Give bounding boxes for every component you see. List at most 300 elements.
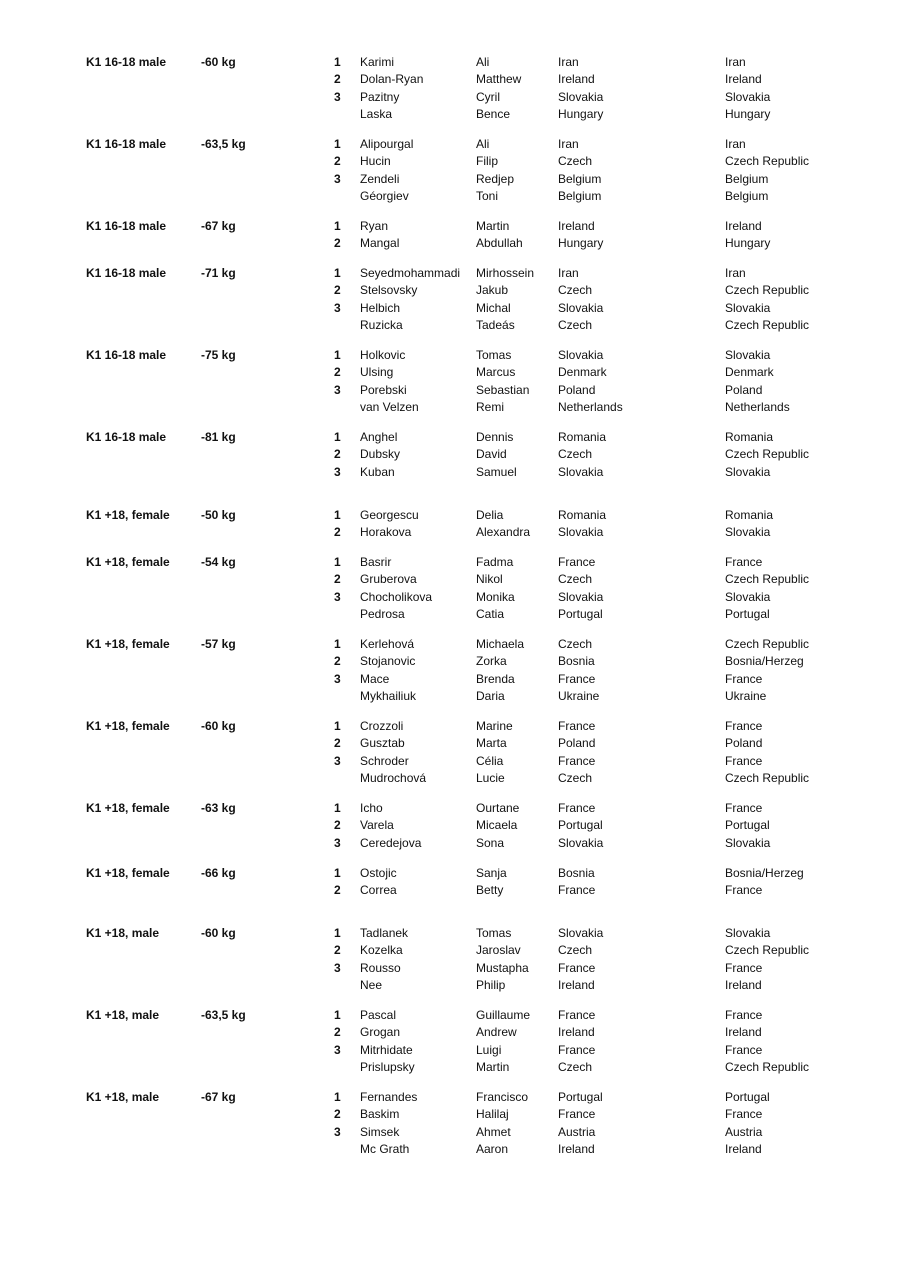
club-cell: Iran [558, 55, 579, 69]
country-cell: Romania [725, 430, 774, 444]
club-cell: Slovakia [558, 464, 604, 479]
first-cell: Tomas [476, 348, 512, 362]
last-cell: Varela [360, 818, 394, 833]
table-row [0, 1008, 900, 1025]
weight-class-label: -60 kg [201, 719, 236, 733]
category-label: K1 16-18 male [86, 55, 167, 69]
place-cell: 1 [334, 430, 341, 444]
first-cell: Bence [476, 106, 511, 121]
country-cell: Iran [725, 137, 746, 151]
category-label: K1 +18, male [86, 1008, 160, 1022]
category-label: K1 +18, female [86, 508, 170, 522]
weight-class-label: -63,5 kg [201, 1008, 246, 1022]
last-cell: Ruzicka [360, 317, 403, 332]
first-cell: Monika [476, 589, 515, 604]
result-group [0, 55, 900, 124]
result-group [0, 430, 900, 482]
last-cell: Nee [360, 977, 383, 992]
last-cell: Georgescu [360, 508, 419, 522]
first-cell: Martin [476, 219, 510, 233]
club-cell: Ukraine [558, 688, 600, 703]
place-cell: 3 [334, 382, 341, 397]
club-cell: Czech [558, 943, 593, 958]
result-group [0, 508, 900, 543]
last-cell: Anghel [360, 430, 398, 444]
club-cell: Slovakia [558, 926, 604, 940]
first-cell: Marine [476, 719, 513, 733]
country-cell: Netherlands [725, 399, 790, 414]
place-cell: 1 [334, 1090, 341, 1104]
club-cell: France [558, 1107, 596, 1122]
last-cell: Icho [360, 801, 383, 815]
place-cell: 3 [334, 1042, 341, 1057]
table-row [0, 754, 900, 771]
last-cell: Grogan [360, 1025, 401, 1040]
result-group [0, 348, 900, 417]
country-cell: Denmark [725, 365, 774, 380]
country-cell: France [725, 801, 763, 815]
first-cell: Brenda [476, 671, 515, 686]
first-cell: Sanja [476, 866, 507, 880]
weight-class-label: -63,5 kg [201, 137, 246, 151]
table-row [0, 961, 900, 978]
country-cell: Portugal [725, 606, 770, 621]
country-cell: Czech Republic [725, 770, 810, 785]
country-cell: Slovakia [725, 300, 771, 315]
country-cell: Hungary [725, 106, 771, 121]
country-cell: Czech Republic [725, 637, 810, 651]
category-label: K1 +18, male [86, 926, 160, 940]
last-cell: Schroder [360, 753, 409, 768]
place-cell: 1 [334, 555, 341, 569]
last-cell: Holkovic [360, 348, 406, 362]
table-row [0, 637, 900, 654]
result-group [0, 137, 900, 206]
first-cell: Mustapha [476, 960, 529, 975]
last-cell: Dolan-Ryan [360, 72, 424, 87]
last-cell: Gusztab [360, 736, 405, 751]
first-cell: Aaron [476, 1141, 509, 1156]
table-row [0, 572, 900, 589]
club-cell: Ireland [558, 1141, 595, 1156]
table-row [0, 926, 900, 943]
weight-class-label: -60 kg [201, 55, 236, 69]
category-label: K1 16-18 male [86, 219, 167, 233]
table-row [0, 555, 900, 572]
country-cell: Czech Republic [725, 283, 810, 298]
last-cell: Ostojic [360, 866, 397, 880]
place-cell: 1 [334, 508, 341, 522]
table-row [0, 978, 900, 995]
country-cell: Slovakia [725, 926, 771, 940]
club-cell: France [558, 671, 596, 686]
last-cell: Zendeli [360, 171, 400, 186]
table-row [0, 654, 900, 671]
last-cell: Pascal [360, 1008, 397, 1022]
table-row [0, 172, 900, 189]
last-cell: Horakova [360, 525, 412, 540]
weight-class-label: -54 kg [201, 555, 236, 569]
club-cell: Romania [558, 430, 607, 444]
last-cell: Fernandes [360, 1090, 418, 1104]
country-cell: Czech Republic [725, 154, 810, 169]
result-group [0, 866, 900, 901]
table-row [0, 383, 900, 400]
last-cell: Gruberova [360, 572, 417, 587]
country-cell: Romania [725, 508, 774, 522]
table-row [0, 943, 900, 960]
last-cell: Mudrochová [360, 770, 427, 785]
place-cell: 1 [334, 137, 341, 151]
country-cell: Portugal [725, 818, 770, 833]
country-cell: Ukraine [725, 688, 767, 703]
first-cell: Delia [476, 508, 504, 522]
table-row [0, 348, 900, 365]
first-cell: Michal [476, 300, 511, 315]
weight-class-label: -75 kg [201, 348, 236, 362]
first-cell: Mirhossein [476, 266, 535, 280]
country-cell: Poland [725, 382, 763, 397]
country-cell: Ireland [725, 977, 762, 992]
table-row [0, 219, 900, 236]
country-cell: Poland [725, 736, 763, 751]
place-cell: 2 [334, 447, 341, 462]
first-cell: Filip [476, 154, 499, 169]
table-row [0, 1142, 900, 1159]
first-cell: Zorka [476, 654, 507, 669]
place-cell: 3 [334, 753, 341, 768]
club-cell: Czech [558, 154, 593, 169]
first-cell: Tomas [476, 926, 512, 940]
first-cell: Cyril [476, 89, 500, 104]
club-cell: Slovakia [558, 348, 604, 362]
first-cell: Fadma [476, 555, 514, 569]
table-row [0, 365, 900, 382]
table-row [0, 1107, 900, 1124]
result-group [0, 926, 900, 995]
last-cell: Mc Grath [360, 1141, 410, 1156]
country-cell: France [725, 1107, 763, 1122]
club-cell: Czech [558, 770, 593, 785]
table-row [0, 1025, 900, 1042]
club-cell: France [558, 719, 596, 733]
club-cell: Czech [558, 317, 593, 332]
first-cell: Marta [476, 736, 507, 751]
club-cell: Denmark [558, 365, 607, 380]
last-cell: Porebski [360, 382, 407, 397]
weight-class-label: -71 kg [201, 266, 236, 280]
country-cell: France [725, 753, 763, 768]
country-cell: Bosnia/Herzeg [725, 654, 804, 669]
first-cell: David [476, 447, 507, 462]
place-cell: 1 [334, 719, 341, 733]
first-cell: Ahmet [476, 1124, 511, 1139]
club-cell: Poland [558, 382, 596, 397]
table-row [0, 508, 900, 525]
country-cell: France [725, 671, 763, 686]
place-cell: 2 [334, 818, 341, 833]
last-cell: Stojanovic [360, 654, 416, 669]
first-cell: Nikol [476, 572, 503, 587]
club-cell: Belgium [558, 188, 602, 203]
place-cell: 3 [334, 835, 341, 850]
first-cell: Halilaj [476, 1107, 509, 1122]
country-cell: Czech Republic [725, 943, 810, 958]
table-row [0, 689, 900, 706]
country-cell: France [725, 960, 763, 975]
weight-class-label: -63 kg [201, 801, 236, 815]
club-cell: Netherlands [558, 399, 623, 414]
first-cell: Guillaume [476, 1008, 531, 1022]
last-cell: Crozzoli [360, 719, 404, 733]
place-cell: 3 [334, 589, 341, 604]
first-cell: Ali [476, 137, 490, 151]
table-row [0, 1125, 900, 1142]
table-row [0, 771, 900, 788]
last-cell: Pedrosa [360, 606, 405, 621]
country-cell: France [725, 555, 763, 569]
first-cell: Catia [476, 606, 505, 621]
club-cell: Belgium [558, 171, 602, 186]
first-cell: Samuel [476, 464, 517, 479]
result-group [0, 1090, 900, 1159]
first-cell: Sona [476, 835, 505, 850]
last-cell: van Velzen [360, 399, 419, 414]
last-cell: Prislupsky [360, 1059, 415, 1074]
last-cell: Kuban [360, 464, 395, 479]
country-cell: Slovakia [725, 348, 771, 362]
last-cell: Laska [360, 106, 393, 121]
weight-class-label: -50 kg [201, 508, 236, 522]
table-row [0, 818, 900, 835]
place-cell: 1 [334, 637, 341, 651]
table-row [0, 283, 900, 300]
country-cell: Slovakia [725, 589, 771, 604]
country-cell: Ireland [725, 1025, 762, 1040]
table-row [0, 836, 900, 853]
table-row [0, 801, 900, 818]
table-row [0, 672, 900, 689]
first-cell: Remi [476, 399, 505, 414]
club-cell: Romania [558, 508, 607, 522]
first-cell: Célia [476, 753, 504, 768]
country-cell: Hungary [725, 236, 771, 251]
last-cell: Basrir [360, 555, 392, 569]
first-cell: Matthew [476, 72, 522, 87]
last-cell: Karimi [360, 55, 395, 69]
table-row [0, 266, 900, 283]
country-cell: Portugal [725, 1090, 770, 1104]
table-row [0, 719, 900, 736]
club-cell: France [558, 555, 596, 569]
club-cell: Iran [558, 266, 579, 280]
first-cell: Abdullah [476, 236, 523, 251]
place-cell: 2 [334, 525, 341, 540]
place-cell: 1 [334, 219, 341, 233]
category-label: K1 16-18 male [86, 348, 167, 362]
category-label: K1 +18, female [86, 719, 170, 733]
result-group [0, 801, 900, 853]
country-cell: Belgium [725, 171, 769, 186]
result-group [0, 637, 900, 706]
country-cell: Czech Republic [725, 1059, 810, 1074]
table-row [0, 866, 900, 883]
country-cell: Slovakia [725, 464, 771, 479]
club-cell: France [558, 801, 596, 815]
table-row [0, 189, 900, 206]
last-cell: Baskim [360, 1107, 400, 1122]
country-cell: France [725, 1008, 763, 1022]
country-cell: Ireland [725, 1141, 762, 1156]
country-cell: Czech Republic [725, 447, 810, 462]
country-cell: Austria [725, 1124, 763, 1139]
place-cell: 3 [334, 300, 341, 315]
last-cell: Tadlanek [360, 926, 409, 940]
table-row [0, 447, 900, 464]
table-row [0, 137, 900, 154]
table-row [0, 72, 900, 89]
first-cell: Redjep [476, 171, 515, 186]
table-row [0, 590, 900, 607]
last-cell: Mangal [360, 236, 400, 251]
club-cell: Ireland [558, 1025, 595, 1040]
country-cell: France [725, 719, 763, 733]
result-group [0, 555, 900, 624]
place-cell: 2 [334, 654, 341, 669]
category-label: K1 +18, female [86, 637, 170, 651]
country-cell: Iran [725, 55, 746, 69]
last-cell: Kozelka [360, 943, 403, 958]
place-cell: 2 [334, 154, 341, 169]
club-cell: Austria [558, 1124, 596, 1139]
club-cell: Czech [558, 637, 593, 651]
country-cell: Slovakia [725, 835, 771, 850]
country-cell: Slovakia [725, 89, 771, 104]
last-cell: Helbich [360, 300, 401, 315]
result-group [0, 219, 900, 254]
club-cell: France [558, 1008, 596, 1022]
first-cell: Toni [476, 188, 499, 203]
club-cell: Slovakia [558, 300, 604, 315]
table-row [0, 1060, 900, 1077]
club-cell: Bosnia [558, 654, 595, 669]
club-cell: Slovakia [558, 835, 604, 850]
first-cell: Sebastian [476, 382, 530, 397]
country-cell: Bosnia/Herzeg [725, 866, 804, 880]
place-cell: 2 [334, 365, 341, 380]
category-label: K1 +18, female [86, 866, 170, 880]
place-cell: 1 [334, 801, 341, 815]
first-cell: Martin [476, 1059, 510, 1074]
first-cell: Ali [476, 55, 490, 69]
place-cell: 1 [334, 866, 341, 880]
place-cell: 1 [334, 1008, 341, 1022]
place-cell: 1 [334, 55, 341, 69]
place-cell: 3 [334, 171, 341, 186]
category-label: K1 16-18 male [86, 430, 167, 444]
category-label: K1 16-18 male [86, 137, 167, 151]
country-cell: Ireland [725, 72, 762, 87]
last-cell: Chocholikova [360, 589, 433, 604]
table-row [0, 430, 900, 447]
last-cell: Ulsing [360, 365, 394, 380]
table-row [0, 301, 900, 318]
place-cell: 1 [334, 348, 341, 362]
weight-class-label: -67 kg [201, 219, 236, 233]
table-row [0, 736, 900, 753]
first-cell: Andrew [476, 1025, 517, 1040]
club-cell: Hungary [558, 236, 604, 251]
first-cell: Betty [476, 883, 504, 898]
table-row [0, 154, 900, 171]
club-cell: Ireland [558, 977, 595, 992]
result-group [0, 266, 900, 335]
result-group [0, 1008, 900, 1077]
place-cell: 2 [334, 943, 341, 958]
place-cell: 3 [334, 960, 341, 975]
table-row [0, 107, 900, 124]
first-cell: Luigi [476, 1042, 502, 1057]
club-cell: Portugal [558, 606, 603, 621]
country-cell: France [725, 1042, 763, 1057]
club-cell: Slovakia [558, 89, 604, 104]
country-cell: Ireland [725, 219, 762, 233]
country-cell: France [725, 883, 763, 898]
first-cell: Alexandra [476, 525, 531, 540]
club-cell: France [558, 883, 596, 898]
table-row [0, 607, 900, 624]
table-row [0, 883, 900, 900]
club-cell: Ireland [558, 219, 595, 233]
club-cell: France [558, 960, 596, 975]
country-cell: Czech Republic [725, 572, 810, 587]
table-row [0, 318, 900, 335]
last-cell: Ceredejova [360, 835, 422, 850]
first-cell: Philip [476, 977, 506, 992]
first-cell: Dennis [476, 430, 514, 444]
last-cell: Seyedmohammadi [360, 266, 461, 280]
first-cell: Daria [476, 688, 505, 703]
first-cell: Ourtane [476, 801, 520, 815]
club-cell: Hungary [558, 106, 604, 121]
category-label: K1 +18, female [86, 801, 170, 815]
first-cell: Michaela [476, 637, 525, 651]
place-cell: 3 [334, 464, 341, 479]
last-cell: Stelsovsky [360, 283, 418, 298]
place-cell: 3 [334, 671, 341, 686]
last-cell: Mykhailiuk [360, 688, 417, 703]
category-label: K1 16-18 male [86, 266, 167, 280]
club-cell: France [558, 1042, 596, 1057]
place-cell: 3 [334, 1124, 341, 1139]
weight-class-label: -67 kg [201, 1090, 236, 1104]
last-cell: Rousso [360, 960, 401, 975]
club-cell: France [558, 753, 596, 768]
table-row [0, 90, 900, 107]
last-cell: Alipourgal [360, 137, 414, 151]
last-cell: Hucin [360, 154, 391, 169]
category-label: K1 +18, male [86, 1090, 160, 1104]
last-cell: Mace [360, 671, 390, 686]
last-cell: Pazitny [360, 89, 400, 104]
place-cell: 2 [334, 572, 341, 587]
club-cell: Czech [558, 1059, 593, 1074]
first-cell: Tadeás [476, 317, 515, 332]
country-cell: Czech Republic [725, 317, 810, 332]
table-row [0, 465, 900, 482]
place-cell: 2 [334, 1107, 341, 1122]
table-row [0, 236, 900, 253]
